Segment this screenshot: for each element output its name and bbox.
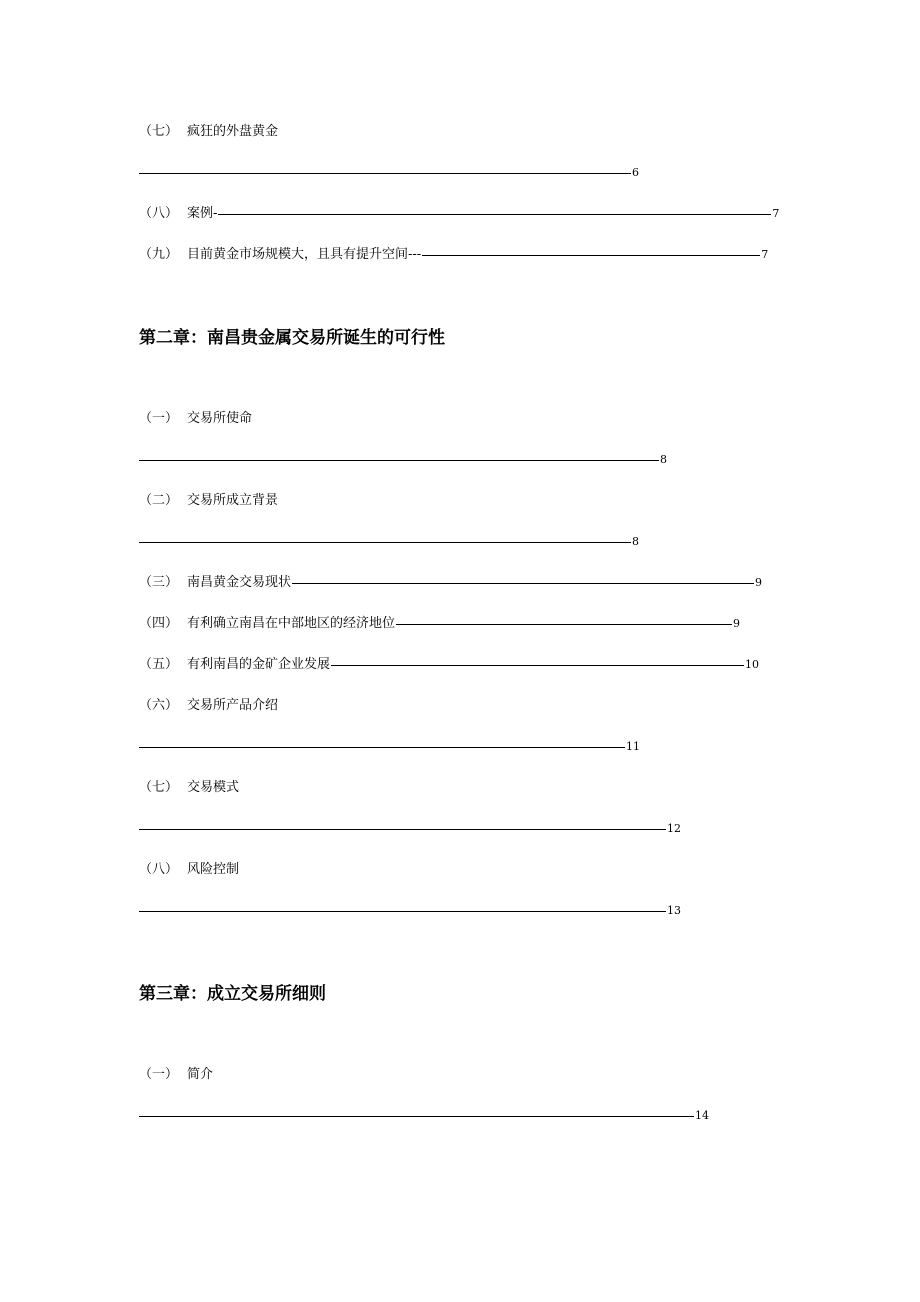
dot-leader	[139, 1116, 694, 1117]
toc-leader-line	[139, 822, 681, 836]
toc-entry[interactable]	[139, 411, 252, 427]
toc-entry-number: （八）	[139, 862, 179, 877]
toc-entry-number: （一）	[139, 1067, 179, 1082]
toc-entry[interactable]	[139, 780, 239, 796]
toc-entry-number: （一）	[139, 411, 179, 426]
toc-entry-title: 风险控制	[187, 862, 240, 877]
toc-entry-title: 交易所使命	[187, 411, 253, 426]
dot-leader	[139, 542, 631, 543]
toc-entry-title: 有利确立南昌在中部地区的经济地位	[187, 616, 396, 631]
toc-entry-page: 8	[660, 453, 667, 466]
toc-entry[interactable]	[139, 575, 762, 591]
toc-entry-number: （二）	[139, 493, 179, 508]
toc-entry[interactable]	[139, 247, 768, 263]
toc-entry-title: 交易所成立背景	[187, 493, 279, 508]
toc-entry[interactable]	[139, 206, 779, 222]
toc-entry[interactable]	[139, 657, 759, 673]
dot-leader	[139, 829, 666, 830]
toc-entry-title: 案例-	[187, 206, 218, 221]
toc-entry-title: 交易所产品介绍	[187, 698, 279, 713]
toc-entry-title: 疯狂的外盘黄金	[187, 124, 279, 139]
toc-entry[interactable]	[139, 616, 740, 632]
toc-entry-number: （九）	[139, 247, 179, 262]
dot-leader	[139, 747, 625, 748]
toc-entry[interactable]	[139, 1067, 213, 1083]
dot-leader	[331, 665, 744, 666]
toc-entry-page: 6	[632, 166, 639, 179]
dot-leader	[218, 214, 771, 215]
toc-entry-number: （八）	[139, 206, 179, 221]
toc-entry-number: （三）	[139, 575, 179, 590]
toc-entry-title: 简介	[187, 1067, 214, 1082]
toc-entry-page: 12	[667, 822, 681, 835]
toc-entry[interactable]	[139, 862, 239, 878]
dot-leader	[139, 173, 631, 174]
dot-leader	[396, 624, 732, 625]
toc-entry-page: 9	[733, 617, 741, 630]
toc-leader-line	[139, 166, 639, 180]
chapter-heading[interactable]: 第二章：南昌贵金属交易所诞生的可行性	[139, 328, 445, 348]
toc-leader-line	[139, 535, 639, 549]
toc-entry-number: （六）	[139, 698, 179, 713]
toc-entry[interactable]	[139, 124, 278, 140]
toc-entry-number: （七）	[139, 780, 179, 795]
toc-leader-line	[139, 1109, 709, 1123]
toc-entry-page: 7	[761, 248, 769, 261]
toc-leader-line	[139, 904, 681, 918]
dot-leader	[139, 460, 659, 461]
toc-entry-page: 13	[667, 904, 681, 917]
toc-entry-page: 14	[695, 1109, 709, 1122]
toc-entry-page: 8	[632, 535, 639, 548]
toc-entry-number: （七）	[139, 124, 179, 139]
toc-entry-page: 9	[755, 576, 763, 589]
toc-entry-page: 11	[626, 740, 640, 753]
toc-entry-title: 南昌黄金交易现状	[187, 575, 292, 590]
toc-entry-number: （四）	[139, 616, 179, 631]
toc-entry-title: 有利南昌的金矿企业发展	[187, 657, 331, 672]
toc-entry-number: （五）	[139, 657, 179, 672]
toc-leader-line	[139, 740, 640, 754]
dot-leader	[292, 583, 754, 584]
dot-leader	[139, 911, 666, 912]
toc-entry[interactable]	[139, 698, 278, 714]
chapter-heading[interactable]: 第三章：成立交易所细则	[139, 984, 326, 1004]
toc-entry-page: 7	[772, 207, 780, 220]
dot-leader	[422, 255, 760, 256]
toc-entry-title: 目前黄金市场规模大，且具有提升空间---	[187, 247, 422, 262]
toc-leader-line	[139, 453, 667, 467]
toc-entry[interactable]	[139, 493, 278, 509]
toc-entry-page: 10	[745, 658, 760, 671]
toc-entry-title: 交易模式	[187, 780, 240, 795]
